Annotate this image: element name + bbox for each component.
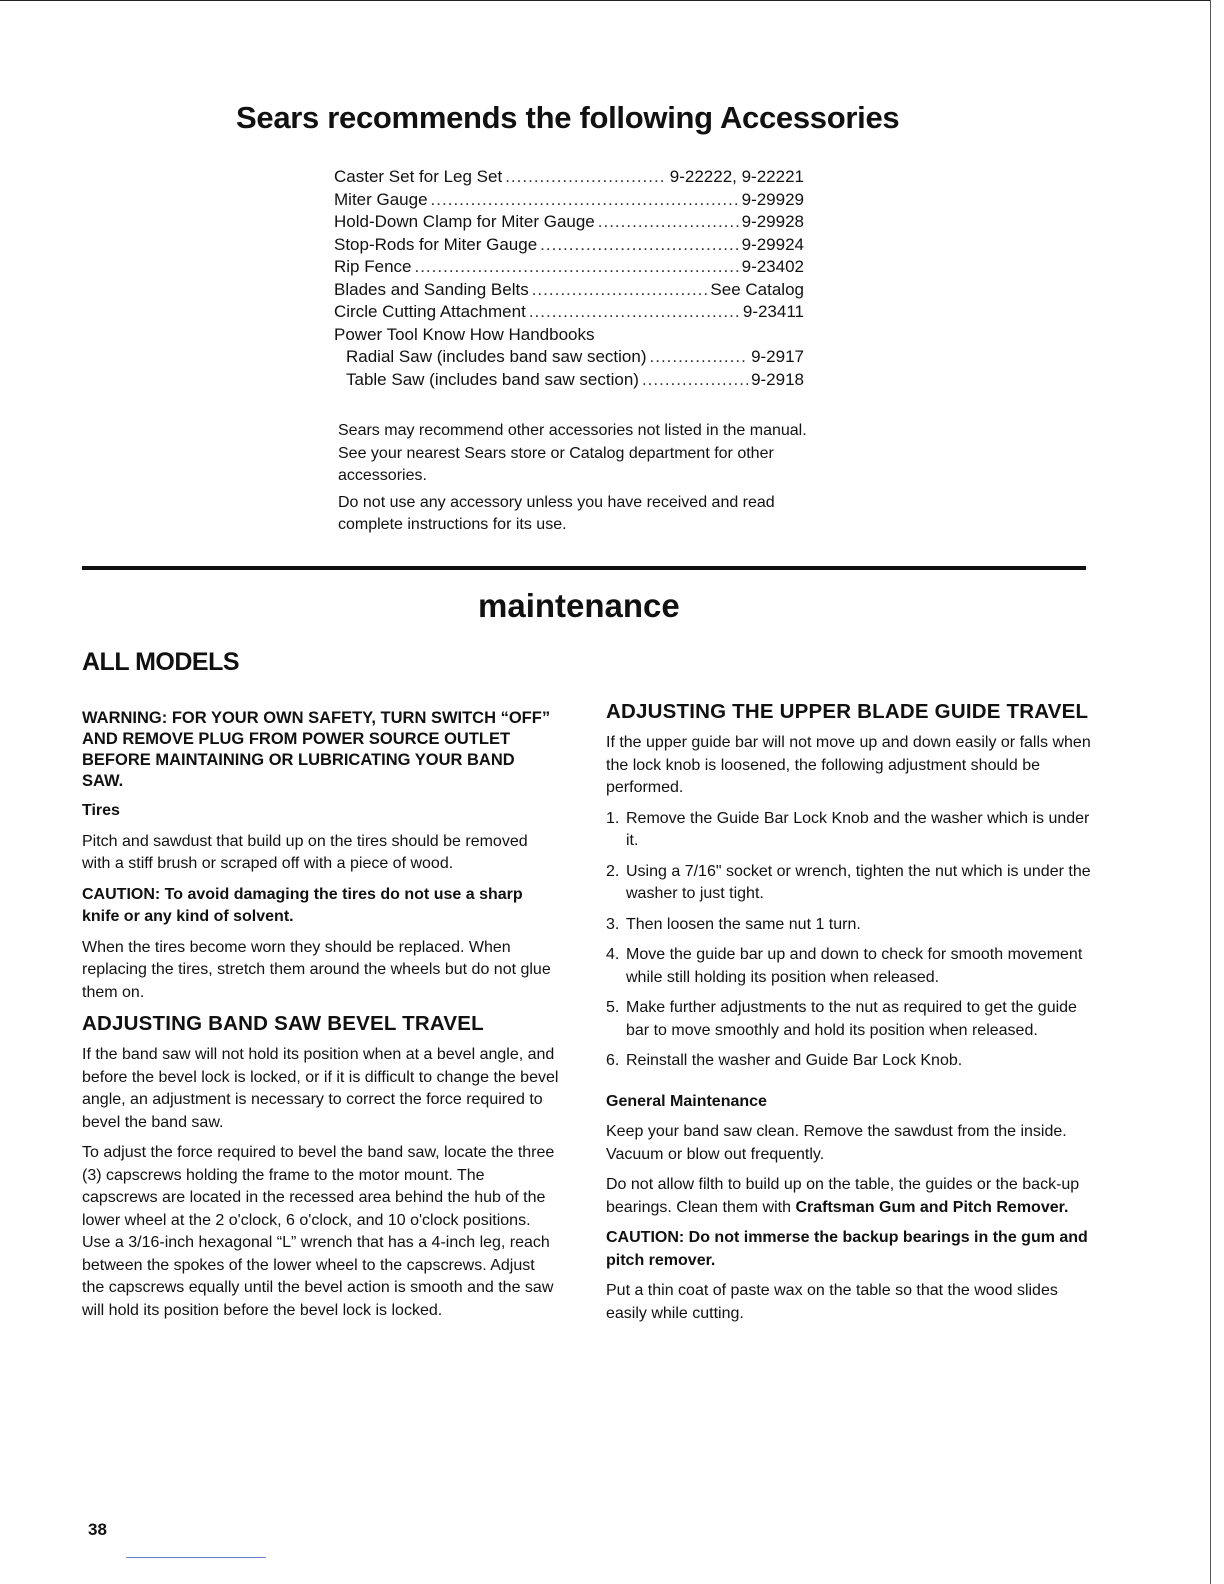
step-number: 1.: [606, 809, 620, 827]
accessories-note-paragraph: Sears may recommend other accessories not listed in the manual. See your nearest Sears store or Catalog department for other accessories.: [338, 422, 807, 484]
accessory-number: 9-2917: [751, 347, 804, 366]
accessory-label: Blades and Sanding Belts: [334, 279, 529, 299]
step-text: Make further adjustments to the nut as required to get the guide bar to move smoothly and hold its position when released.: [626, 999, 1077, 1039]
bevel-paragraph: If the band saw will not hold its position when at a bevel angle, and before the bevel lock is locked, or if it is difficult to change the bevel angle, an adjustment is necessary to correct the force required to bevel the band saw.: [82, 1046, 559, 1131]
step-text: Using a 7/16" socket or wrench, tighten the nut which is under the washer to just tight.: [626, 862, 1091, 902]
bottom-line: [126, 1557, 266, 1558]
accessory-label: Caster Set for Leg Set: [334, 167, 503, 186]
leader-dots: [529, 301, 740, 324]
accessory-label: Power Tool Know How Handbooks: [334, 324, 595, 344]
warning-text: WARNING: FOR YOUR OWN SAFETY, TURN SWITCH “OFF” AND REMOVE PLUG FROM POWER SOURCE OUTLET BEFORE MAINTAINING OR LUBRICATING YOUR BAND SAW.: [82, 709, 551, 790]
step-number: 3.: [606, 915, 620, 933]
bevel-paragraph: To adjust the force required to bevel the band saw, locate the three (3) capscrews holding the frame to the motor mount. The capscrews are located in the recessed area behind the hub of the lower wheel at the 2 o'clock, 6 o'clock, and 10 o'clock positions. Use a 3/16-inch hexagonal “L” wrench that has a 4-inch leg, reach between the spokes of the lower wheel to the capscrews. Adjust the capscrews equally until the bevel action is smooth and the saw will hold its position before the bevel lock is locked.: [82, 1144, 555, 1319]
step-text: Move the guide bar up and down to check for smooth movement while still holding its position when released.: [626, 946, 1083, 986]
accessory-item: [334, 324, 804, 347]
accessory-label: Miter Gauge: [334, 189, 428, 209]
leader-dots: [414, 256, 738, 279]
adjustment-steps: [606, 808, 1094, 1073]
accessory-item: [334, 301, 804, 324]
step-text: Then loosen the same nut 1 turn.: [626, 915, 861, 933]
leader-dots: [505, 166, 667, 189]
right-border-line: [1210, 0, 1211, 1584]
accessories-note-paragraph: Do not use any accessory unless you have received and read complete instructions for its use.: [338, 493, 775, 533]
accessory-item: [334, 256, 804, 279]
upper-guide-intro: If the upper guide bar will not move up and down easily or falls when the lock knob is loosened, the following adjustment should be performed.: [606, 734, 1091, 796]
step-item: [606, 997, 1094, 1042]
leader-dots: [532, 279, 708, 302]
accessory-item: [334, 369, 804, 392]
step-text: Remove the Guide Bar Lock Knob and the washer which is under it.: [626, 809, 1090, 849]
step-number: 4.: [606, 946, 620, 963]
general-paragraph: [606, 1174, 1094, 1219]
leader-dots: [642, 369, 748, 392]
step-number: 6.: [606, 1052, 620, 1069]
left-column: [82, 708, 560, 1330]
accessory-item: [334, 346, 804, 369]
accessory-label: Stop-Rods for Miter Gauge: [334, 234, 538, 254]
section-divider: [82, 566, 1086, 570]
step-item: [606, 914, 1094, 937]
general-maintenance-heading: General Maintenance: [606, 1092, 767, 1110]
step-number: 2.: [606, 862, 620, 880]
accessory-number: 9-29929: [741, 189, 804, 209]
step-item: [606, 1050, 1094, 1073]
upper-guide-heading: ADJUSTING THE UPPER BLADE GUIDE TRAVEL: [606, 700, 1089, 723]
accessory-number: 9-23411: [742, 302, 804, 321]
step-item: [606, 944, 1094, 989]
bevel-travel-heading: ADJUSTING BAND SAW BEVEL TRAVEL: [82, 1012, 484, 1035]
accessories-title: Sears recommends the following Accessories: [236, 100, 900, 135]
top-border-line: [0, 0, 1210, 1]
page-number: 38: [88, 1520, 107, 1539]
leader-dots: [598, 211, 739, 234]
tires-caution: CAUTION: To avoid damaging the tires do not use a sharp knife or any kind of solvent.: [82, 885, 523, 925]
general-paragraph: Put a thin coat of paste wax on the table so that the wood slides easily while cutting.: [606, 1282, 1058, 1322]
step-text: Reinstall the washer and Guide Bar Lock Knob.: [626, 1052, 963, 1069]
accessory-item: [334, 234, 804, 257]
accessory-label: Radial Saw (includes band saw section): [346, 347, 647, 366]
general-paragraph: Keep your band saw clean. Remove the sawdust from the inside. Vacuum or blow out frequently.: [606, 1123, 1067, 1163]
leader-dots: [431, 189, 739, 212]
general-text: Do not allow filth to build up on the table, the guides or the back-up bearings. Clean them with: [606, 1176, 1080, 1216]
accessory-number: 9-29928: [741, 212, 804, 231]
leader-dots: [540, 234, 738, 257]
accessory-number: See Catalog: [710, 279, 804, 299]
accessory-number: 9-29924: [741, 234, 804, 254]
tires-paragraph: Pitch and sawdust that build up on the tires should be removed with a stiff brush or scraped off with a piece of wood.: [82, 832, 528, 872]
accessory-label: Circle Cutting Attachment: [334, 302, 526, 321]
maintenance-title: maintenance: [478, 587, 680, 624]
leader-dots: [650, 346, 749, 369]
tires-paragraph: When the tires become worn they should be replaced. When replacing the tires, stretch them around the wheels but do not glue them on.: [82, 938, 551, 1001]
accessory-item: [334, 279, 804, 302]
step-item: [606, 861, 1094, 906]
accessories-list: [334, 166, 804, 391]
accessory-label: Table Saw (includes band saw section): [346, 369, 639, 389]
accessory-item: [334, 189, 804, 212]
accessory-number: 9-23402: [741, 257, 804, 276]
all-models-heading: ALL MODELS: [82, 648, 240, 676]
accessory-item: [334, 211, 804, 234]
accessory-label: Rip Fence: [334, 257, 412, 276]
accessory-number: 9-22222, 9-22221: [669, 167, 804, 186]
right-column: [606, 700, 1094, 1333]
product-name: Craftsman Gum and Pitch Remover.: [795, 1198, 1069, 1216]
general-caution: CAUTION: Do not immerse the backup bearings in the gum and pitch remover.: [606, 1229, 1088, 1269]
tires-heading: Tires: [82, 802, 120, 819]
accessory-label: Hold-Down Clamp for Miter Gauge: [334, 212, 595, 231]
accessories-note: [338, 420, 808, 541]
accessory-number: 9-2918: [751, 369, 804, 389]
accessory-item: [334, 166, 804, 189]
step-number: 5.: [606, 999, 620, 1016]
step-item: [606, 808, 1094, 853]
